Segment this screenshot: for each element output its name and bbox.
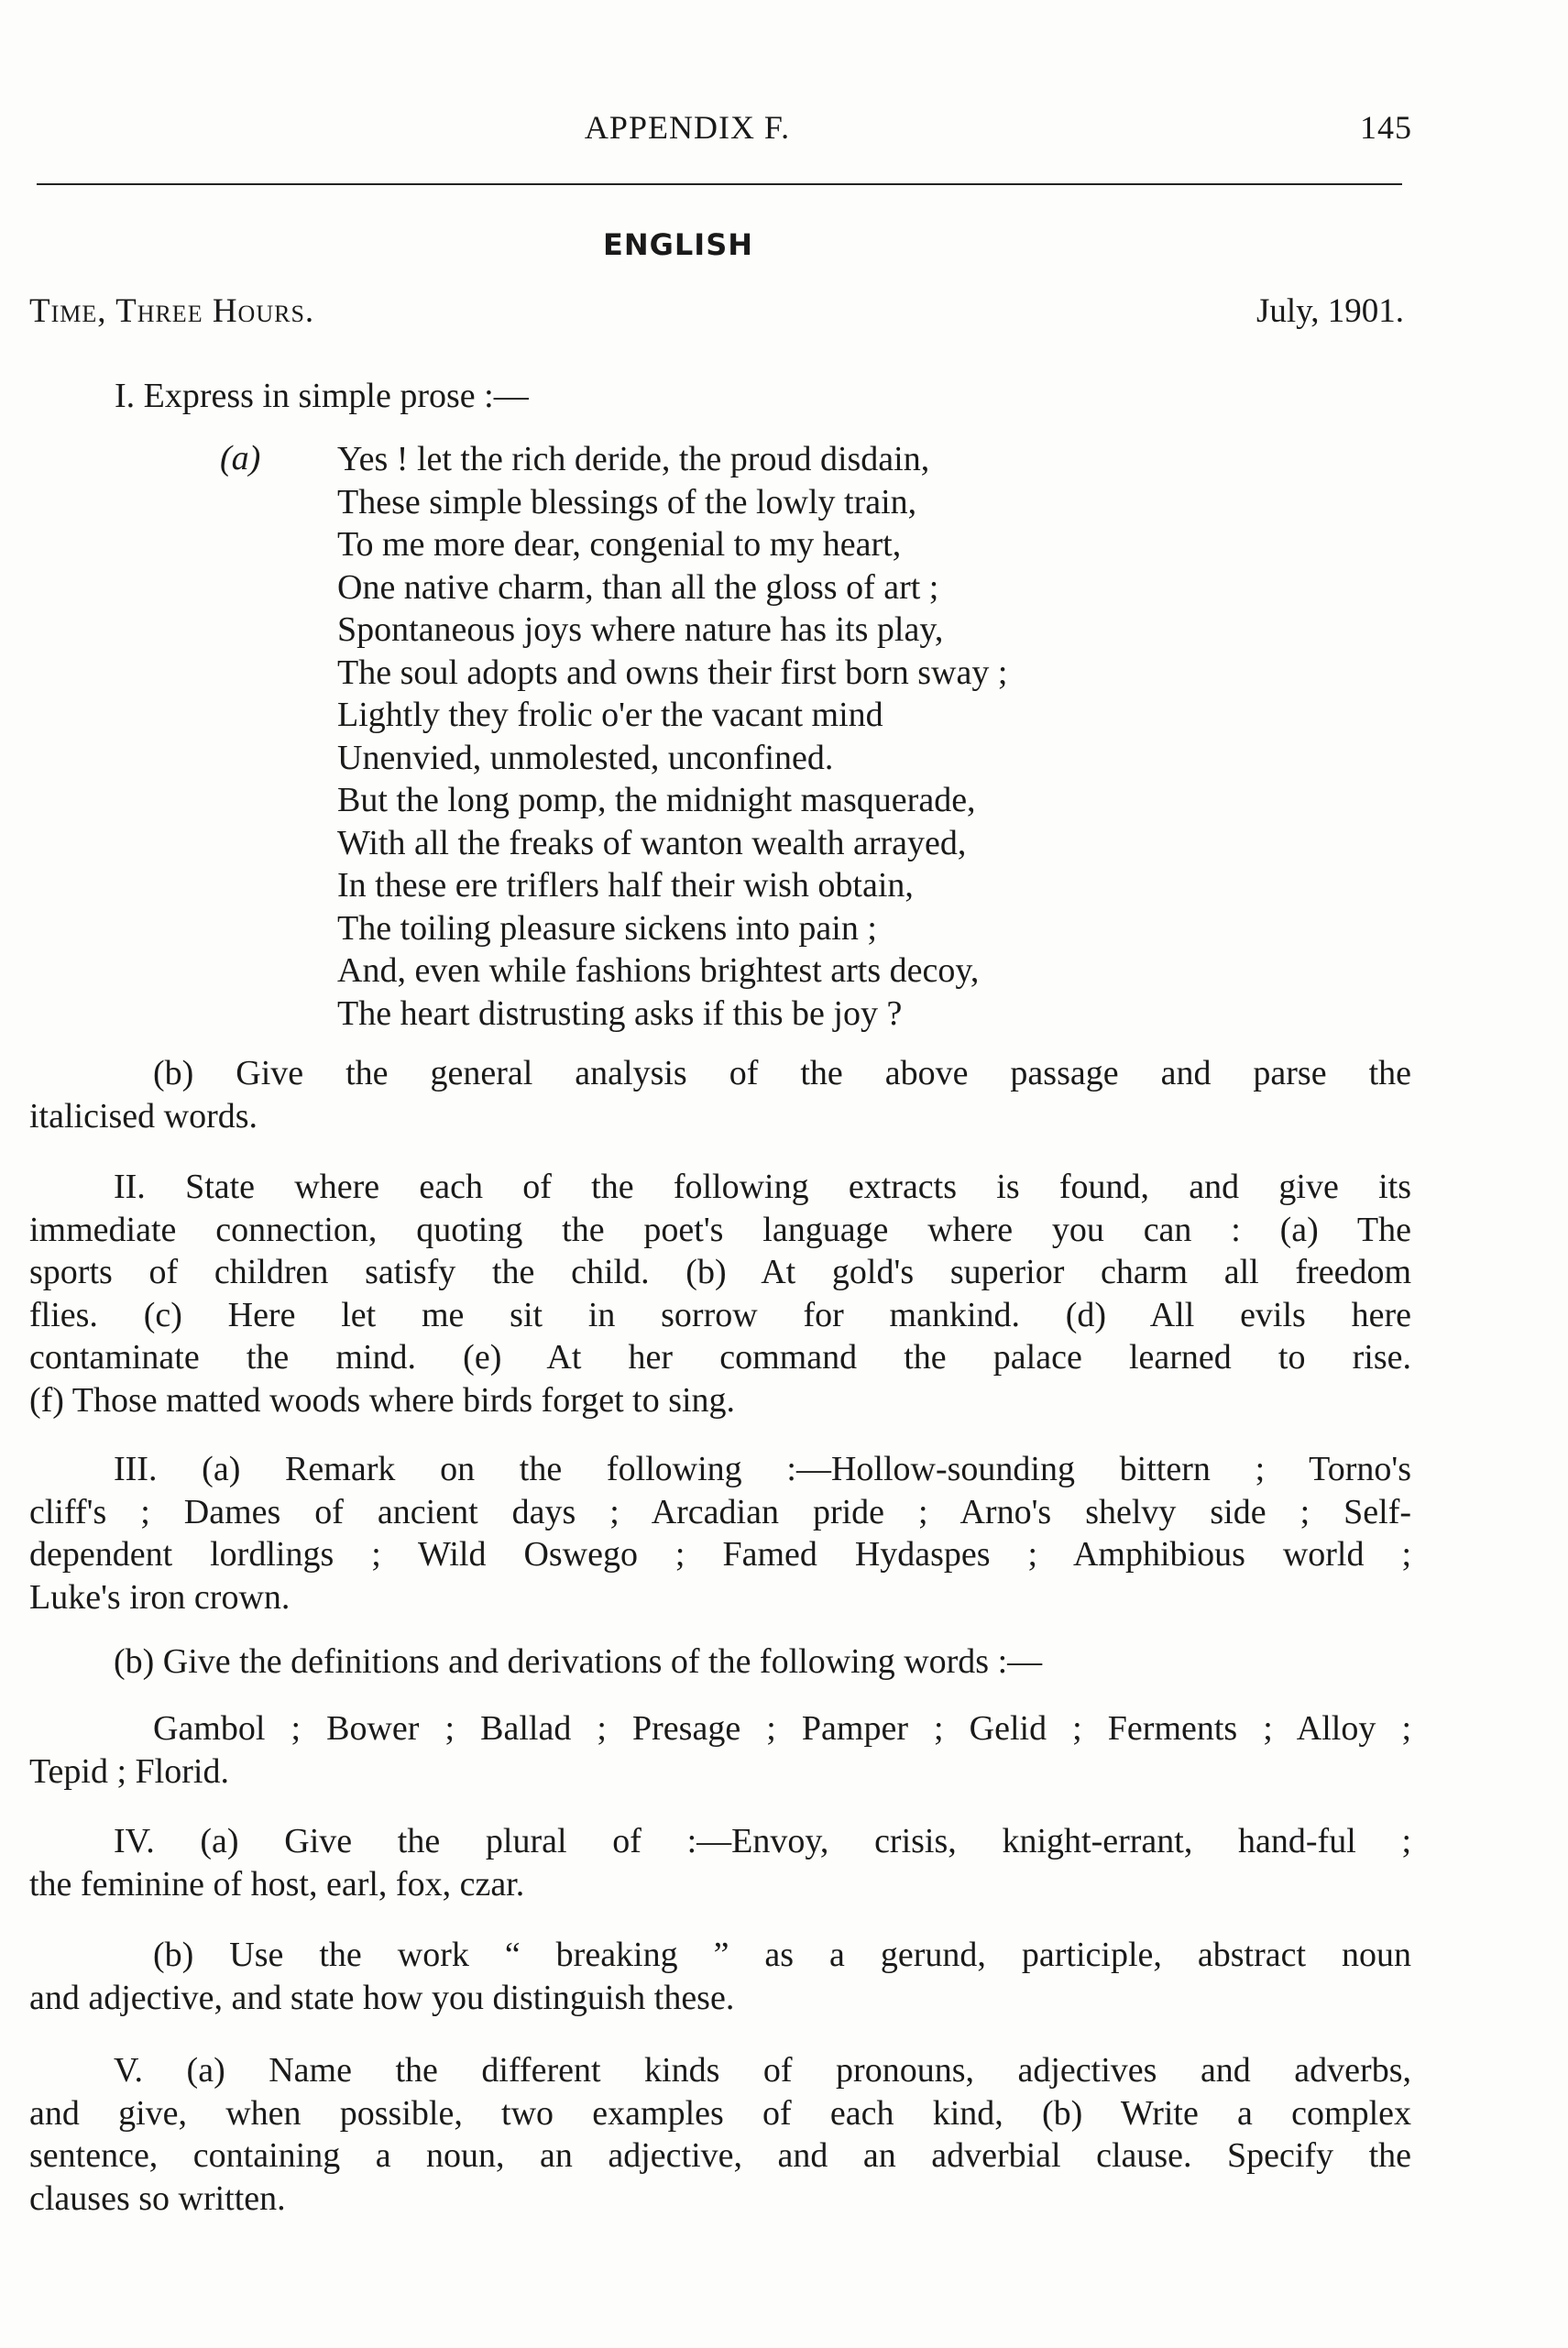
text-line: the feminine of host, earl, fox, czar.: [29, 1864, 525, 1904]
poem-line: But the long pomp, the midnight masquerade,: [337, 781, 976, 819]
poem-line: Spontaneous joys where nature has its play,: [337, 610, 944, 649]
page-number: 145: [1360, 109, 1412, 146]
text-line: contaminate the mind. (e) At her command the palace learned to rise.: [29, 1338, 1411, 1377]
text-line: II. State where each of the following extracts is found, and give its: [114, 1168, 1411, 1206]
text-line: III. (a) Remark on the following :—Hollow-sounding bittern ; Torno's: [114, 1450, 1411, 1488]
text-line: Luke's iron crown.: [29, 1577, 291, 1617]
text-line: IV. (a) Give the plural of :—Envoy, crisis, knight-errant, hand-ful ;: [114, 1822, 1411, 1860]
text-line: and adjective, and state how you distinguish these.: [29, 1978, 735, 2017]
text-line: (f) Those matted woods where birds forget to sing.: [29, 1380, 736, 1420]
poem-line: With all the freaks of wanton wealth arrayed,: [337, 823, 967, 862]
poem-line: And, even while fashions brightest arts decoy,: [337, 951, 980, 990]
text-line: clauses so written.: [29, 2178, 286, 2218]
header-title: APPENDIX F.: [584, 109, 791, 146]
q4-b-paragraph: [29, 1934, 1411, 2019]
exam-time-line: [29, 291, 1404, 331]
text-line: (b) Give the definitions and derivations of the following words :—: [114, 1642, 1043, 1681]
poem-line: The heart distrusting asks if this be joy ?: [337, 993, 903, 1033]
text-line: (b) Give the general analysis of the above passage and parse the: [153, 1054, 1411, 1092]
text-line: Tepid ; Florid.: [29, 1751, 229, 1791]
poem-line: Unenvied, unmolested, unconfined.: [337, 738, 834, 777]
q4-a-paragraph: [29, 1820, 1411, 1905]
poem-line: These simple blessings of the lowly train,: [337, 482, 917, 521]
q1-poem: [337, 438, 1007, 1035]
q3-a-paragraph: [29, 1448, 1411, 1618]
poem-line: Lightly they frolic o'er the vacant mind: [337, 696, 883, 734]
running-header: [0, 108, 1568, 163]
text-line: cliff's ; Dames of ancient days ; Arcadian pride ; Arno's shelvy side ; Self-: [29, 1492, 1411, 1531]
q2-paragraph: [29, 1166, 1411, 1421]
q3-b-intro: [29, 1640, 1411, 1684]
exam-time: Time, Three Hours.: [29, 292, 315, 330]
text-line: Gambol ; Bower ; Ballad ; Presage ; Pamper ; Gelid ; Ferments ; Alloy ;: [153, 1709, 1411, 1748]
poem-line: The toiling pleasure sickens into pain ;: [337, 908, 877, 948]
q1-b-paragraph: [29, 1052, 1411, 1137]
header-rule: [37, 183, 1402, 185]
text-line: V. (a) Name the different kinds of pronouns, adjectives and adverbs,: [114, 2051, 1411, 2090]
text-line: (b) Use the work “ breaking ” as a gerund, participle, abstract noun: [153, 1936, 1411, 1974]
text-line: italicised words.: [29, 1096, 258, 1136]
poem-line: The soul adopts and owns their first born sway ;: [337, 653, 1008, 692]
text-line: and give, when possible, two examples of each kind, (b) Write a complex: [29, 2093, 1411, 2133]
poem-line: In these ere triflers half their wish obtain,: [337, 866, 914, 905]
q3-b-words: [29, 1707, 1411, 1793]
exam-date: July, 1901.: [1255, 292, 1404, 330]
q5-paragraph: [29, 2049, 1411, 2220]
q1-a-label: (a): [220, 439, 261, 477]
text-line: dependent lordlings ; Wild Oswego ; Famed Hydaspes ; Amphibious world ;: [29, 1535, 1411, 1574]
text-line: sports of children satisfy the child. (b) At gold's superior charm all freedom: [29, 1253, 1411, 1291]
poem-line: One native charm, than all the gloss of art ;: [337, 567, 939, 607]
poem-line: Yes ! let the rich deride, the proud disdain,: [337, 440, 930, 478]
poem-line: To me more dear, congenial to my heart,: [337, 525, 902, 564]
text-line: flies. (c) Here let me sit in sorrow for mankind. (d) All evils here: [29, 1295, 1411, 1334]
text-line: immediate connection, quoting the poet's language where you can : (a) The: [29, 1210, 1411, 1249]
exam-subject: ENGLISH: [602, 227, 754, 262]
q1-intro: I. Express in simple prose :—: [115, 377, 529, 415]
text-line: sentence, containing a noun, an adjective, and an adverbial clause. Specify the: [29, 2136, 1411, 2175]
